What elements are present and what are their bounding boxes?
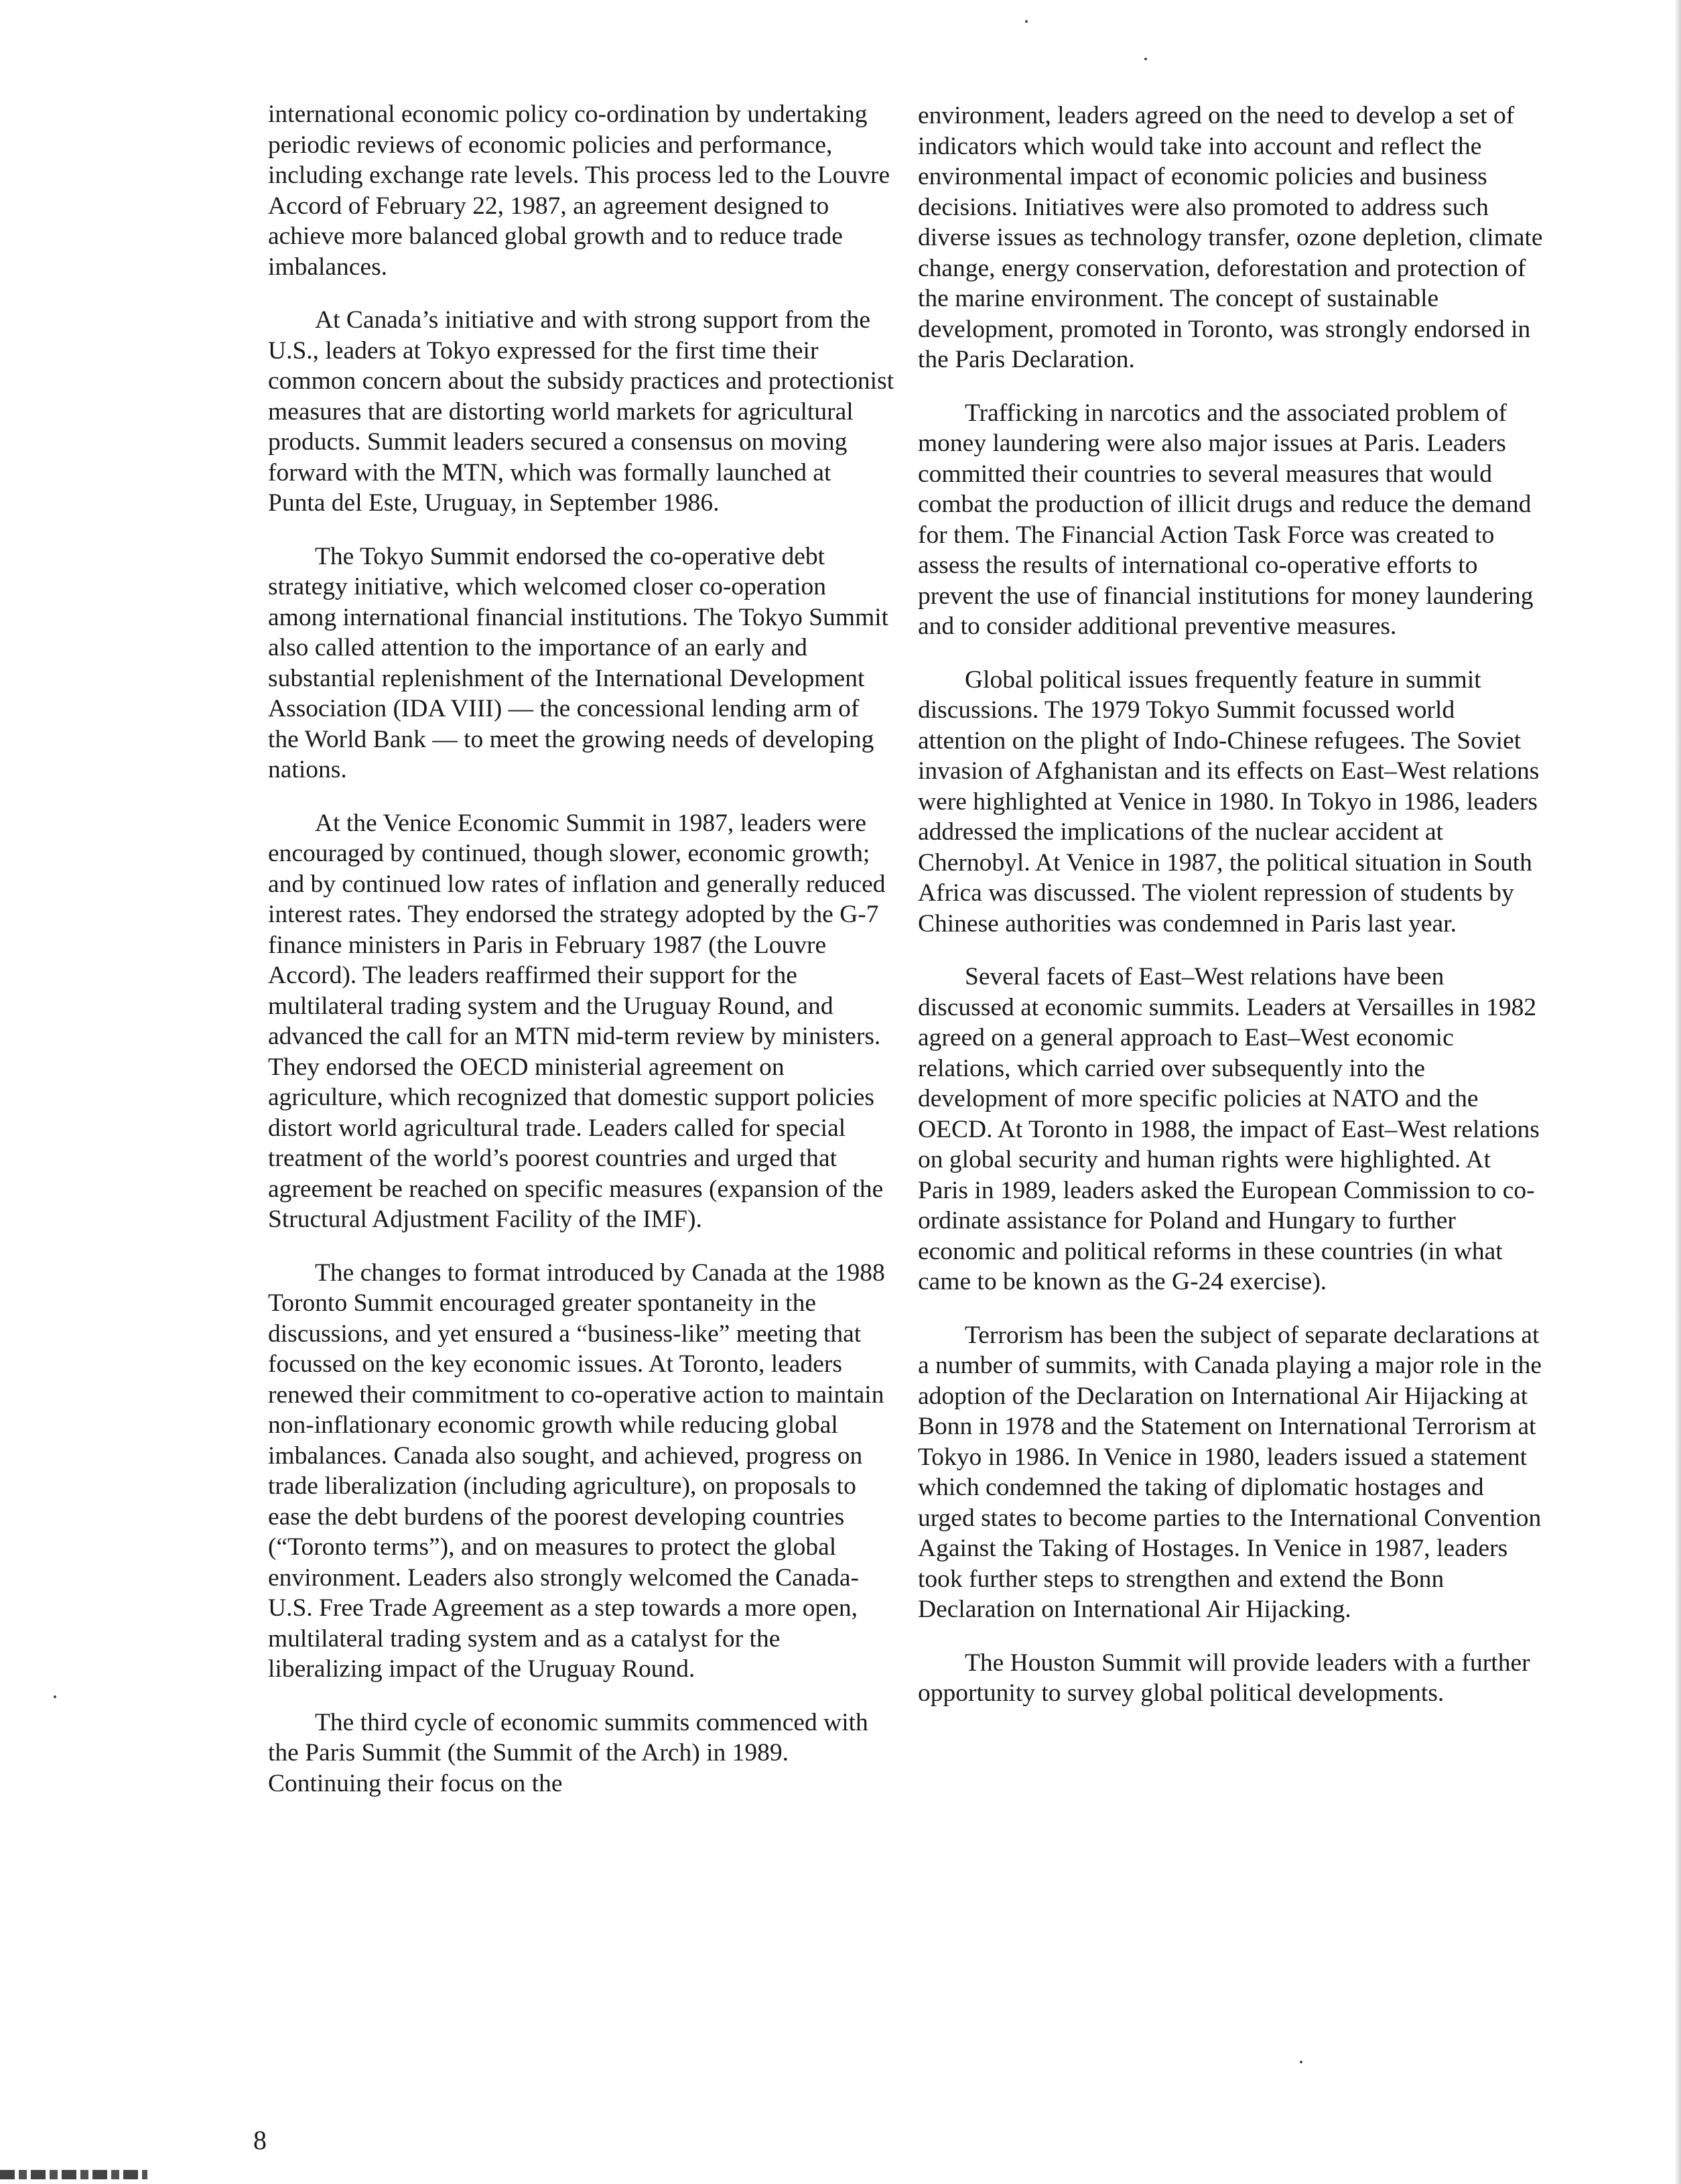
scan-speck — [1025, 20, 1028, 23]
page-edge-shadow — [1674, 0, 1681, 2184]
right-column — [918, 101, 1544, 1732]
scan-artifact — [0, 2170, 147, 2179]
paragraph-toronto-summit: The changes to format introduced by Canada at the 1988 Toronto Summit encouraged greater spontaneity in the discussions, and yet ensured a “business-like” meeting that focussed on the key economic issues. At Toronto, leaders renewed their commitment to co-operative action to maintain non-inflationary economic growth while reducing global imbalances. Canada also sought, and achieved, progress on trade liberalization (including agriculture), on proposals to ease the debt burdens of the poorest developing countries (“Toronto terms”), and on measures to protect the global environment. Leaders also strongly welcomed the Canada-U.S. Free Trade Agreement as a step towards a more open, multilateral trading system and as a catalyst for the liberalizing impact of the Uruguay Round. — [268, 1259, 885, 1683]
paragraph-terrorism: Terrorism has been the subject of separate declarations at a number of summits, with Canada playing a major role in the adoption of the Declaration on International Air Hijacking at Bonn in 1978 and the Statement on International Terrorism at Tokyo in 1986. In Venice in 1980, leaders issued a statement which condemned the taking of diplomatic hostages and urged states to become parties to the International Convention Against the Taking of Hostages. In Venice in 1987, leaders took further steps to strengthen and extend the Bonn Declaration on International Air Hijacking. — [918, 1321, 1542, 1623]
left-column — [268, 99, 894, 1821]
scan-speck — [1300, 2061, 1302, 2063]
paragraph-east-west-relations: Several facets of East–West relations have been discussed at economic summits. Leaders at Versailles in 1982 agreed on a general approach to East–West economic relations, which carried over subsequently into the development of more specific policies at NATO and the OECD. At Toronto in 1988, the impact of East–West relations on global security and human rights were highlighted. At Paris in 1989, leaders asked the European Commission to co-ordinate assistance for Poland and Hungary to further economic and political reforms in these countries (in what came to be known as the G-24 exercise). — [918, 963, 1540, 1295]
paragraph-global-political-issues: Global political issues frequently feature in summit discussions. The 1979 Tokyo Summit focussed world attention on the plight of Indo-Chinese refugees. The Soviet invasion of Afghanistan and its effects on East–West relations were highlighted at Venice in 1980. In Tokyo in 1986, leaders addressed the implications of the nuclear accident at Chernobyl. At Venice in 1987, the political situation in South Africa was discussed. The violent repression of students by Chinese authorities was condemned in Paris last year. — [918, 665, 1540, 938]
page-number: 8 — [253, 2125, 267, 2155]
scan-speck — [54, 1695, 56, 1698]
paragraph-venice-summit: At the Venice Economic Summit in 1987, leaders were encouraged by continued, though slower, economic growth; and by continued low rates of inflation and generally reduced interest rates. They endorsed the strategy adopted by the G-7 finance ministers in Paris in February 1987 (the Louvre Accord). The leaders reaffirmed their support for the multilateral trading system and the Uruguay Round, and advanced the call for an MTN mid-term review by ministers. They endorsed the OECD ministerial agreement on agriculture, which recognized that domestic support policies distort world agricultural trade. Leaders called for special treatment of the world’s poorest countries and urged that agreement be reached on specific measures (expansion of the Structural Adjustment Facility of the IMF). — [268, 809, 886, 1233]
paragraph-tokyo-debt-strategy: The Tokyo Summit endorsed the co-operative debt strategy initiative, which welcomed closer co-operation among international financial institutions. The Tokyo Summit also called attention to the importance of an early and substantial replenishment of the International Development Association (IDA VIII) — the concessional lending arm of the World Bank — to meet the growing needs of developing nations. — [268, 542, 889, 783]
paragraph-policy-coordination: international economic policy co-ordination by undertaking periodic reviews of economic policies and performance, including exchange rate levels. This process led to the Louvre Accord of February 22, 1987, an agreement designed to achieve more balanced global growth and to reduce trade imbalances. — [268, 101, 890, 281]
scan-speck — [1144, 58, 1147, 60]
paragraph-houston-summit: The Houston Summit will provide leaders with a further opportunity to survey global political developments. — [918, 1649, 1530, 1707]
paragraph-paris-environment: environment, leaders agreed on the need to develop a set of indicators which would take into account and reflect the environmental impact of economic policies and business decisions. Initiatives were also promoted to address such diverse issues as technology transfer, ozone depletion, climate change, energy conservation, deforestation and protection of the marine environment. The concept of sustainable development, promoted in Toronto, was strongly endorsed in the Paris Declaration. — [918, 102, 1543, 373]
paragraph-paris-summit-start: The third cycle of economic summits commenced with the Paris Summit (the Summit of the Arch) in 1989. Continuing their focus on the — [268, 1708, 868, 1797]
paragraph-tokyo-agriculture: At Canada’s initiative and with strong support from the U.S., leaders at Tokyo expressed for the first time their common concern about the subsidy practices and protectionist measures that are distorting world markets for agricultural products. Summit leaders secured a consensus on moving forward with the MTN, which was formally launched at Punta del Este, Uruguay, in September 1986. — [268, 306, 894, 517]
paragraph-narcotics: Trafficking in narcotics and the associated problem of money laundering were also major issues at Paris. Leaders committed their countries to several measures that would combat the production of illicit drugs and reduce the demand for them. The Financial Action Task Force was created to assess the results of international co-operative efforts to prevent the use of financial institutions for money laundering and to consider additional preventive measures. — [918, 399, 1534, 640]
